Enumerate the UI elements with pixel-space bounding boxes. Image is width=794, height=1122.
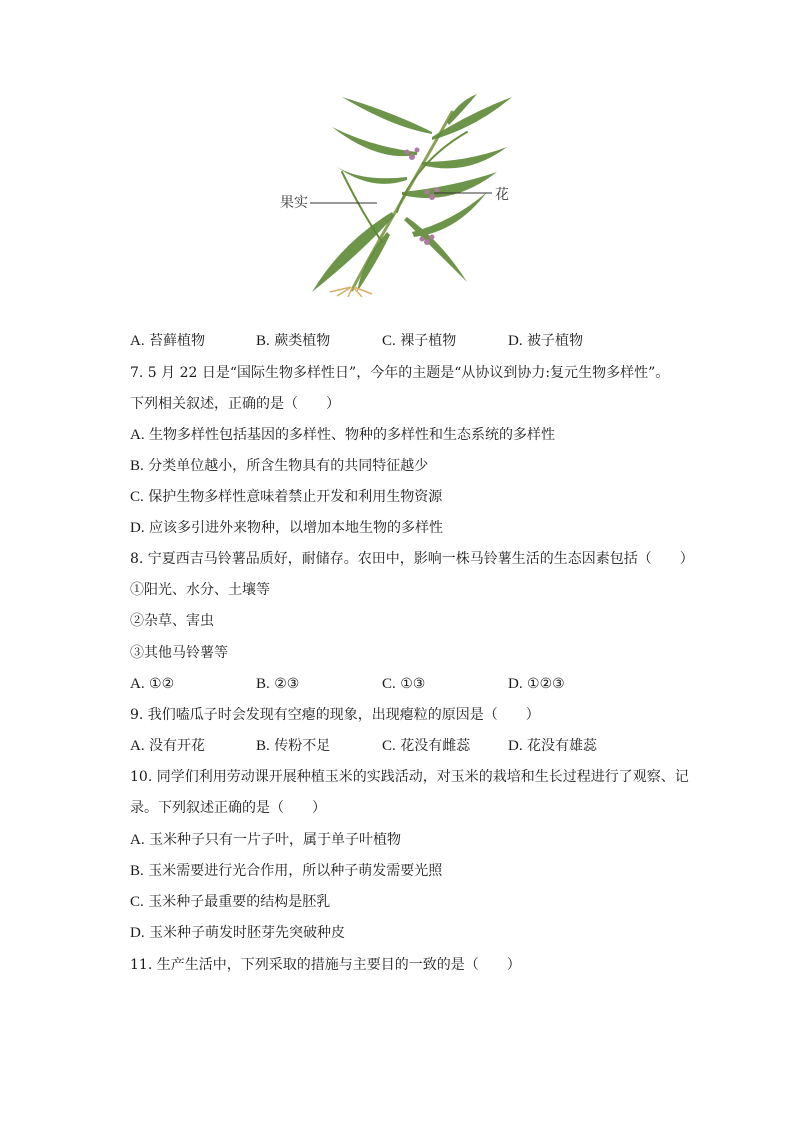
- q8-item-3: ③其他马铃薯等: [130, 645, 228, 661]
- q8-option-a: A. ①②: [130, 676, 175, 692]
- q7-option-d: D. 应该多引进外来物种，以增加本地生物的多样性: [130, 520, 444, 536]
- q10-stem-line1: 10. 同学们利用劳动课开展种植玉米的实践活动，对玉米的栽培和生长过程进行了观察、记: [130, 769, 689, 785]
- q9-option-c: C. 花没有雌蕊: [382, 738, 471, 754]
- q7-option-c: C. 保护生物多样性意味着禁止开发和利用生物资源: [130, 489, 443, 505]
- q7-option-a: A. 生物多样性包括基因的多样性、物种的多样性和生态系统的多样性: [130, 427, 556, 443]
- plant-illustration: [282, 92, 522, 297]
- q9-option-b: B. 传粉不足: [256, 738, 331, 754]
- q7-option-b: B. 分类单位越小，所含生物具有的共同特征越少: [130, 458, 429, 474]
- q11-stem: 11. 生产生活中，下列采取的措施与主要目的一致的是（ ）: [130, 957, 521, 973]
- fruit-label: 果实: [280, 195, 308, 211]
- q8-item-2: ②杂草、害虫: [130, 613, 214, 629]
- q8-stem: 8. 宁夏西吉马铃薯品质好，耐储存。农田中，影响一株马铃薯生活的生态因素包括（ ）: [130, 551, 694, 567]
- q7-stem-line2: 下列相关叙述，正确的是（ ）: [130, 396, 340, 412]
- q9-option-a: A. 没有开花: [130, 738, 206, 754]
- q6-option-a: A. 苔藓植物: [130, 333, 206, 349]
- q10-option-a: A. 玉米种子只有一片子叶，属于单子叶植物: [130, 832, 402, 848]
- q7-stem-line1: 7. 5 月 22 日是“国际生物多样性日”，今年的主题是“从协议到协力:复元生物多样性”。: [130, 365, 670, 381]
- q8-option-c: C. ①③: [382, 676, 426, 692]
- q9-stem: 9. 我们嗑瓜子时会发现有空瘪的现象，出现瘪粒的原因是（ ）: [130, 707, 540, 723]
- q10-option-d: D. 玉米种子萌发时胚芽先突破种皮: [130, 925, 346, 941]
- q9-option-d: D. 花没有雄蕊: [508, 738, 598, 754]
- q10-option-b: B. 玉米需要进行光合作用，所以种子萌发需要光照: [130, 863, 443, 879]
- q10-option-c: C. 玉米种子最重要的结构是胚乳: [130, 894, 331, 910]
- q8-option-b: B. ②③: [256, 676, 300, 692]
- flower-label: 花: [495, 187, 509, 203]
- q6-option-c: C. 裸子植物: [382, 333, 457, 349]
- plant-figure: [282, 92, 522, 297]
- q6-option-d: D. 被子植物: [508, 333, 584, 349]
- q6-option-b: B. 蕨类植物: [256, 333, 331, 349]
- q8-item-1: ①阳光、水分、土壤等: [130, 582, 270, 598]
- q10-stem-line2: 录。下列叙述正确的是（ ）: [130, 800, 326, 816]
- q8-option-d: D. ①②③: [508, 676, 565, 692]
